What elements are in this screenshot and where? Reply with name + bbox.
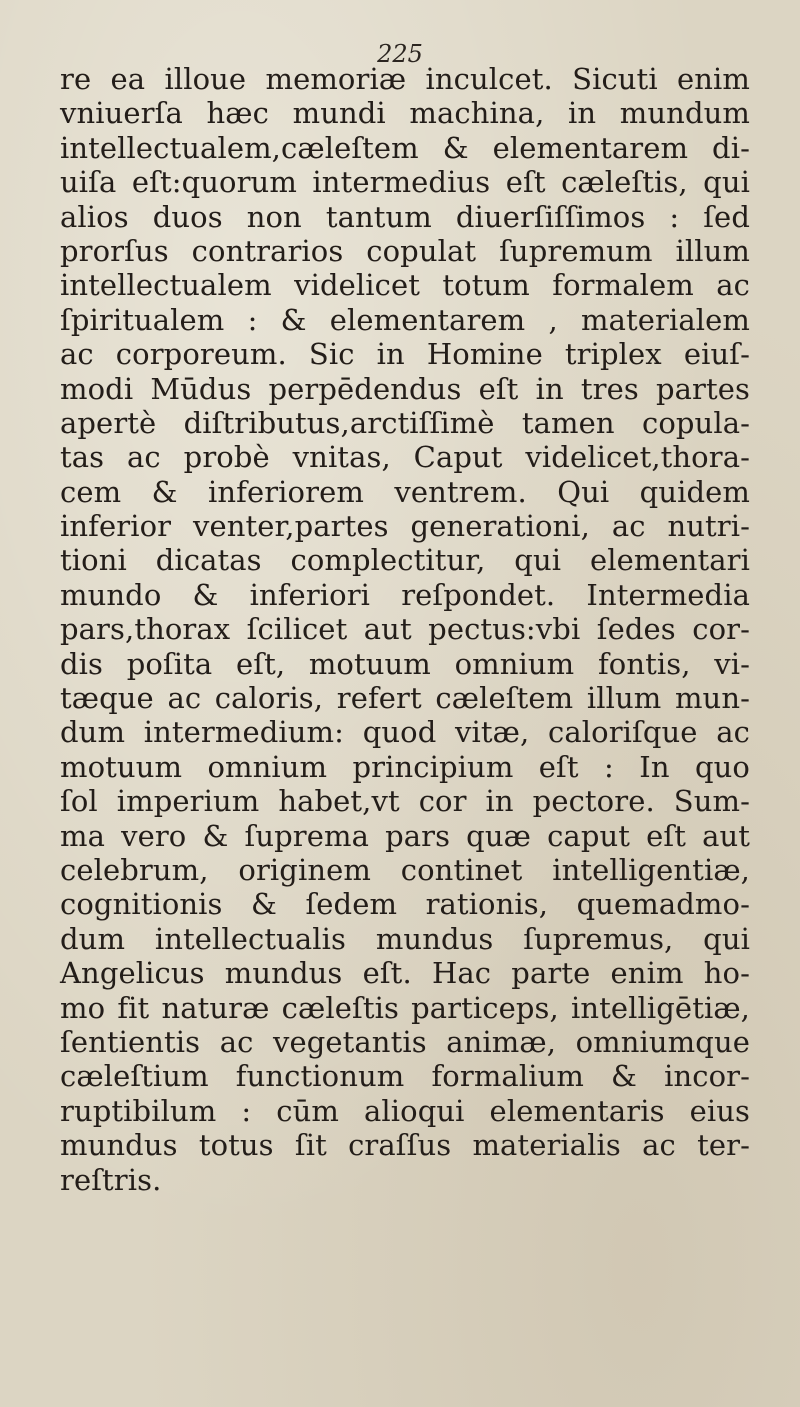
text-line: mundo & inferiori reſpondet. Intermedia bbox=[60, 577, 750, 612]
text-line: cem & inferiorem ventrem. Qui quidem bbox=[60, 474, 750, 509]
text-line: alios duos non tantum diuerſiſſimos : ſed bbox=[60, 199, 750, 234]
text-line: re ea illoue memoriæ inculcet. Sicuti enim bbox=[60, 62, 750, 96]
text-line: intellectualem,cæleſtem & elementarem di- bbox=[60, 130, 750, 165]
text-line: mo fit naturæ cæleſtis particeps, intelligētiæ, bbox=[60, 990, 750, 1025]
text-line: apertè diſtributus,arctiſſimè tamen copula- bbox=[60, 405, 750, 440]
text-line: ac corporeum. Sic in Homine triplex eiuſ- bbox=[60, 337, 750, 372]
text-line: inferior venter,partes generationi, ac nutri- bbox=[60, 509, 750, 544]
text-line: ma vero & ſuprema pars quæ caput eſt aut bbox=[60, 818, 750, 853]
text-line: dis poſita eſt, motuum omnium fontis, vi- bbox=[60, 646, 750, 681]
text-line: uiſa eſt:quorum intermedius eſt cæleſtis, qui bbox=[60, 165, 750, 200]
text-line: ſpiritualem : & elementarem , materialem bbox=[60, 302, 750, 337]
text-line: cæleſtium functionum formalium & incor- bbox=[60, 1059, 750, 1094]
page-number: 225 bbox=[377, 40, 423, 68]
text-line: cognitionis & ſedem rationis, quemadmo- bbox=[60, 887, 750, 922]
text-line: intellectualem videlicet totum formalem ac bbox=[60, 268, 750, 303]
text-line: tæque ac caloris, refert cæleſtem illum mun- bbox=[60, 681, 750, 716]
text-line: tioni dicatas complectitur, qui elementari bbox=[60, 543, 750, 578]
text-line: motuum omnium principium eſt : In quo bbox=[60, 749, 750, 784]
text-line: tas ac probè vnitas, Caput videlicet,thora- bbox=[60, 440, 750, 475]
text-line: dum intermedium: quod vitæ, caloriſque ac bbox=[60, 715, 750, 750]
body-text bbox=[60, 62, 750, 1197]
text-line: prorſus contrarios copulat ſupremum illum bbox=[60, 233, 750, 268]
text-line: Angelicus mundus eſt. Hac parte enim ho- bbox=[60, 956, 750, 991]
text-line: ſentientis ac vegetantis animæ, omniumque bbox=[60, 1024, 750, 1059]
text-line: ſol imperium habet,vt cor in pectore. Sum- bbox=[60, 784, 750, 819]
text-line: vniuerſa hæc mundi machina, in mundum bbox=[60, 96, 750, 131]
text-line: mundus totus ſit craſſus materialis ac ter- bbox=[60, 1128, 750, 1163]
text-line: celebrum, originem continet intelligentiæ, bbox=[60, 852, 750, 887]
text-line: pars,thorax ſcilicet aut pectus:vbi ſedes cor- bbox=[60, 612, 750, 647]
text-line: reſtris. bbox=[60, 1162, 162, 1197]
text-line: modi Mūdus perpēdendus eſt in tres partes bbox=[60, 371, 750, 406]
text-line: ruptibilum : cūm alioqui elementaris eius bbox=[60, 1093, 750, 1128]
text-line: dum intellectualis mundus ſupremus, qui bbox=[60, 921, 750, 956]
